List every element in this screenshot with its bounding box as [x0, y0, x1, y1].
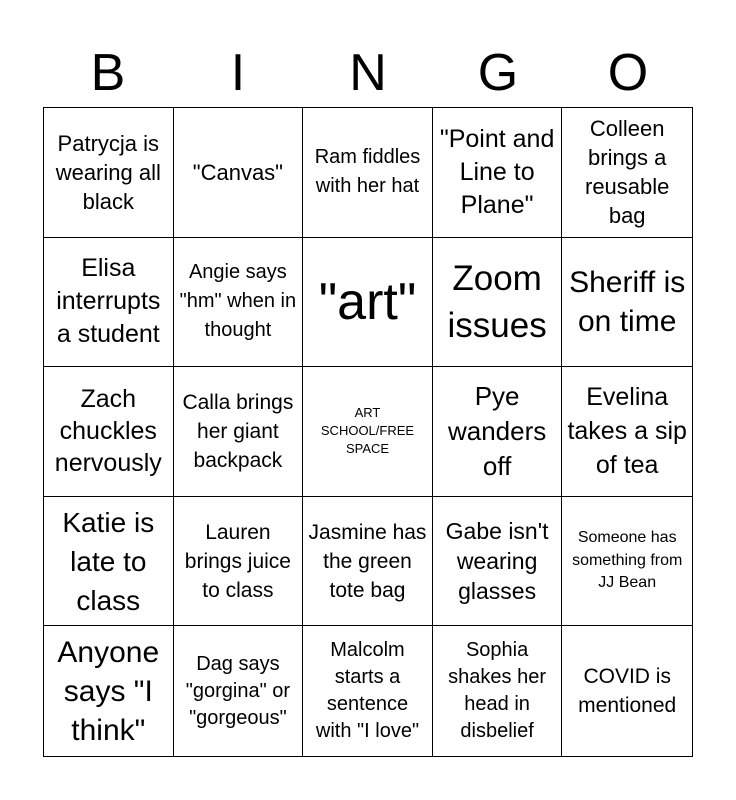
header-letter-b: B [90, 44, 126, 102]
bingo-cell[interactable] [303, 497, 433, 627]
cell-text: ART SCHOOL/FREE SPACE [320, 405, 415, 457]
bingo-cell[interactable] [174, 367, 304, 497]
bingo-cell[interactable] [44, 108, 174, 238]
bingo-cell[interactable] [44, 626, 174, 756]
cell-text: Calla brings her giant backpack [182, 390, 294, 472]
header-letter-n: N [349, 44, 387, 102]
bingo-cell[interactable] [433, 626, 563, 756]
cell-text: Someone has something from JJ Bean [572, 529, 683, 592]
cell-text: Elisa interrupts a student [56, 254, 161, 349]
bingo-cell[interactable] [303, 108, 433, 238]
bingo-cell[interactable] [174, 626, 304, 756]
cell-text: Gabe isn't wearing glasses [445, 518, 549, 605]
bingo-cell[interactable] [174, 497, 304, 627]
bingo-cell[interactable] [433, 108, 563, 238]
header-letter-g: G [477, 44, 519, 102]
cell-text: Patrycja is wearing all black [55, 130, 161, 214]
cell-text: Angie says "hm" when in thought [179, 261, 297, 342]
cell-text: Lauren brings juice to class [184, 520, 291, 602]
bingo-cell[interactable] [562, 108, 692, 238]
cell-text: Jasmine has the green tote bag [308, 520, 427, 602]
bingo-cell[interactable] [174, 108, 304, 238]
cell-text: Sheriff is on time [569, 265, 686, 338]
bingo-cell[interactable] [174, 238, 304, 368]
cell-text: Zach chuckles nervously [54, 385, 162, 478]
bingo-cell[interactable] [44, 497, 174, 627]
bingo-cell[interactable] [44, 238, 174, 368]
bingo-header [43, 40, 693, 106]
header-letter-o: O [607, 44, 649, 102]
bingo-cell[interactable] [303, 238, 433, 368]
cell-text: "Canvas" [192, 159, 283, 185]
cell-text: Colleen brings a reusable bag [585, 116, 670, 229]
bingo-cell[interactable] [433, 497, 563, 627]
cell-text: "Point and Line to Plane" [439, 124, 555, 219]
cell-text: Evelina takes a sip of tea [567, 383, 687, 480]
cell-text: Sophia shakes her head in disbelief [448, 639, 547, 743]
cell-text: Malcolm starts a sentence with "I love" [315, 639, 420, 743]
bingo-cell[interactable] [562, 626, 692, 756]
bingo-cell[interactable] [303, 626, 433, 756]
free-space-cell[interactable] [303, 367, 433, 497]
bingo-cell[interactable] [433, 367, 563, 497]
cell-text: Zoom issues [447, 258, 547, 345]
cell-text: "art" [318, 272, 417, 331]
cell-text: COVID is mentioned [578, 665, 677, 718]
cell-text: Katie is late to class [62, 506, 155, 616]
bingo-grid [43, 107, 693, 757]
cell-text: Pye wanders off [447, 380, 547, 481]
header-letter-i: I [230, 44, 246, 102]
bingo-cell[interactable] [433, 238, 563, 368]
cell-text: Ram fiddles with her hat [314, 146, 421, 198]
bingo-cell[interactable] [562, 497, 692, 627]
cell-text: Dag says "gorgina" or "gorgeous" [185, 652, 291, 729]
cell-text: Anyone says "I think" [57, 635, 160, 747]
bingo-cell[interactable] [44, 367, 174, 497]
bingo-cell[interactable] [562, 238, 692, 368]
bingo-cell[interactable] [562, 367, 692, 497]
